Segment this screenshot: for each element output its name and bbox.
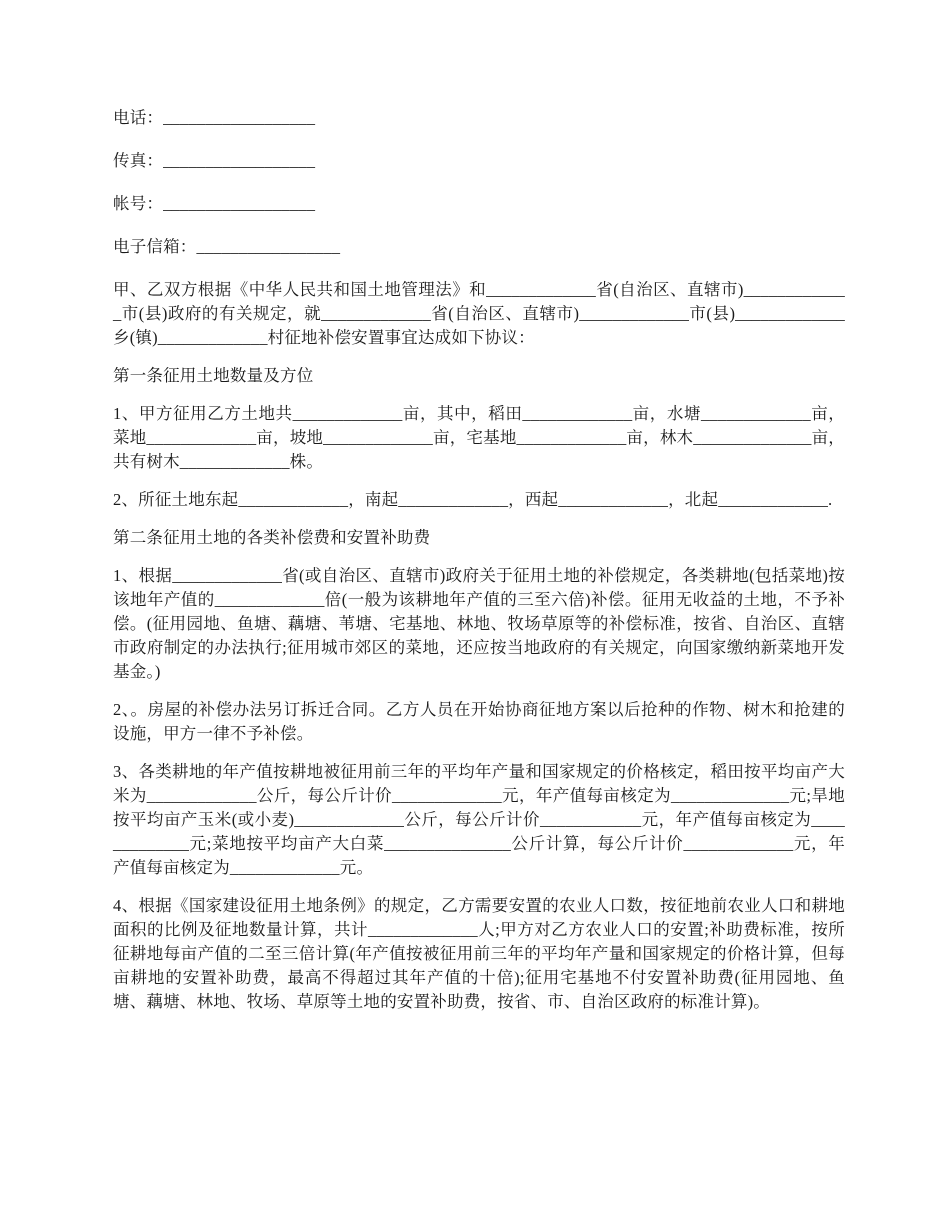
section2-clause-4: 4、根据《国家建设征用土地条例》的规定，乙方需要安置的农业人口数，按征地前农业人口和耕地面积的比例及征地数量计算，共计_____________人;甲方对乙方农业人口的安置;补助费标准，按所征耕地每亩产值的二至三倍计算(年产值按被征用前三年的平均年产量和国家规定的价格计算，但每亩耕地的安置补助费，最高不得超过其年产值的十倍);征用宅基地不付安置补助费(征用园地、鱼塘、藕塘、林地、牧场、草原等土地的安置补助费，按省、市、自治区政府的标准计算)。 (113, 896, 845, 1011)
contact-line-phone: 电话：__________________ (113, 108, 316, 127)
contact-line-email: 电子信箱：_________________ (113, 237, 341, 256)
section1-clause-1: 1、甲方征用乙方土地共_____________亩，其中，稻田_____________亩，水塘_____________亩，菜地_____________亩，坡地_____________亩，宅基地_____________亩，林木______________亩，共有树木_____________株。 (113, 404, 845, 471)
section1-heading: 第一条征用土地数量及方位 (113, 366, 314, 385)
section2-heading: 第二条征用土地的各类补偿费和安置补助费 (113, 528, 431, 547)
agreement-intro-paragraph: 甲、乙双方根据《中华人民共和国土地管理法》和_____________省(自治区、直辖市)_____________市(县)政府的有关规定，就_____________省(自治区、直辖市)_____________市(县)_____________乡(镇)_____________村征地补偿安置事宜达成如下协议： (113, 280, 845, 347)
section1-clause-2: 2、所征土地东起_____________，南起_____________，西起_____________，北起_____________. (113, 490, 833, 509)
contact-line-fax: 传真：__________________ (113, 151, 316, 170)
contact-line-account: 帐号：__________________ (113, 194, 316, 213)
section2-clause-2: 2、。房屋的补偿办法另订拆迁合同。乙方人员在开始协商征地方案以后抢种的作物、树木和抢建的设施，甲方一律不予补偿。 (113, 700, 845, 743)
section2-clause-3: 3、各类耕地的年产值按耕地被征用前三年的平均年产量和国家规定的价格核定，稻田按平均亩产大米为_____________公斤，每公斤计价_____________元，年产值每亩核定为______________元;旱地按平均亩产玉米(或小麦)_____________公斤，每公斤计价____________元，年产值每亩核定为_____________元;菜地按平均亩产大白菜_______________公斤计算，每公斤计价_____________元，年产值每亩核定为_____________元。 (113, 762, 845, 877)
section2-clause-1: 1、根据_____________省(或自治区、直辖市)政府关于征用土地的补偿规定，各类耕地(包括菜地)按该地年产值的_____________倍(一般为该耕地年产值的三至六倍)补偿。征用无收益的土地，不予补偿。(征用园地、鱼塘、藕塘、苇塘、宅基地、林地、牧场草原等的补偿标准，按省、自治区、直辖市政府制定的办法执行;征用城市郊区的菜地，还应按当地政府的有关规定，向国家缴纳新菜地开发基金。) (113, 566, 845, 681)
